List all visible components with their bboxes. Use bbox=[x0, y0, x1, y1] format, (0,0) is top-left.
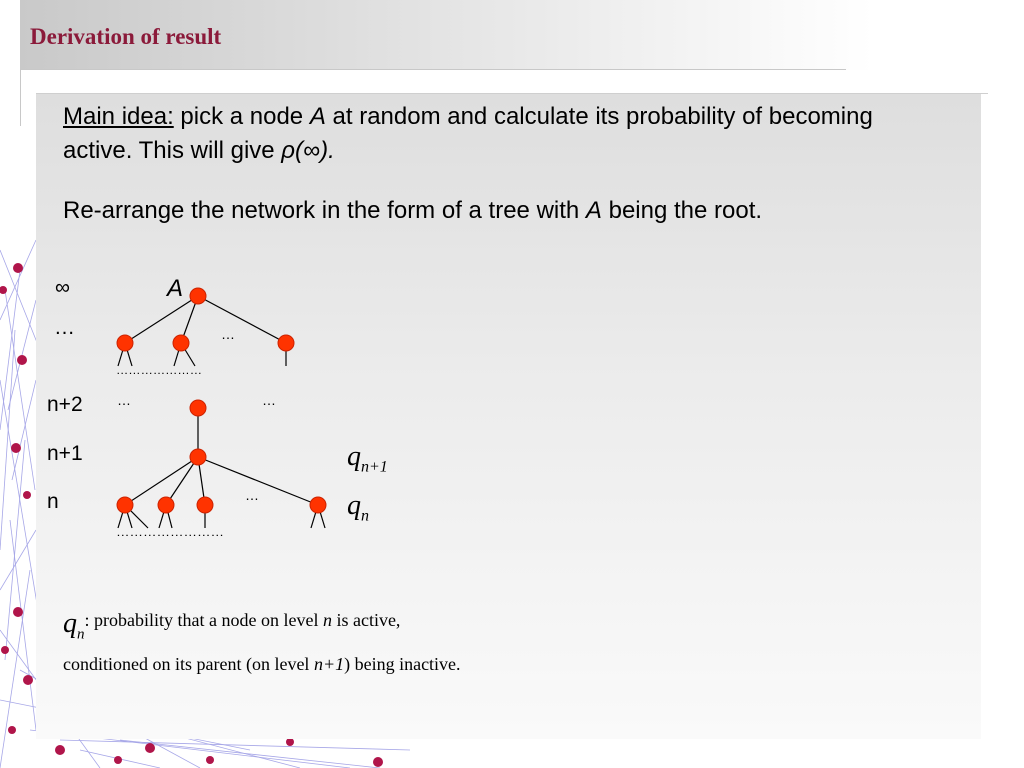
tree-ellipsis-bottom: … bbox=[245, 487, 259, 503]
tree-node-child-2 bbox=[173, 335, 189, 351]
note-n-plus-1: n+1 bbox=[313, 653, 345, 674]
para2-text2: being the root. bbox=[601, 197, 763, 224]
q-n-plus-1-label bbox=[347, 441, 388, 477]
tree-ellipsis-left: … bbox=[117, 392, 131, 408]
tree-node-level-n-plus-1 bbox=[190, 449, 206, 465]
note-text1: : probability that a node on level bbox=[84, 610, 323, 630]
q-n-label bbox=[347, 490, 369, 526]
tree-node-level-n-4 bbox=[310, 497, 326, 513]
main-idea-lead: Main idea: bbox=[63, 103, 174, 130]
root-label-a: A bbox=[167, 275, 184, 302]
definition-note bbox=[63, 600, 483, 682]
tree-node-level-n-3 bbox=[197, 497, 213, 513]
para1-text1: pick a node bbox=[173, 103, 310, 130]
tree-node-level-n-2 bbox=[158, 497, 174, 513]
tree-node-root bbox=[190, 288, 206, 304]
node-a-ref: A bbox=[309, 103, 326, 130]
note-q-symbol: $q_n$ bbox=[63, 608, 85, 643]
tree-node-child-3 bbox=[278, 335, 294, 351]
note-text3: ) being inactive. bbox=[344, 653, 461, 674]
q-subscript-n-plus-1: n+1 bbox=[361, 458, 388, 476]
q-subscript-n: n bbox=[361, 507, 369, 525]
para2-text1: Re-arrange the network in the form of a tree with bbox=[63, 197, 586, 224]
tree-node-level-n-1 bbox=[117, 497, 133, 513]
level-dots: … bbox=[54, 316, 75, 339]
note-n: n bbox=[322, 610, 332, 630]
q-symbol: q bbox=[347, 490, 361, 521]
level-n-plus-2: n+2 bbox=[47, 393, 83, 416]
level-n: n bbox=[47, 490, 59, 513]
level-n-plus-1: n+1 bbox=[47, 442, 83, 465]
node-a-ref-2: A bbox=[585, 197, 602, 224]
rho-expression: ρ(∞). bbox=[281, 137, 335, 164]
tree-dotted-row-bottom: …………………… bbox=[116, 525, 224, 539]
q-symbol: q bbox=[347, 441, 361, 472]
level-infinity: ∞ bbox=[55, 276, 70, 299]
slide-title: Derivation of result bbox=[30, 24, 222, 49]
tree-ellipsis-top: … bbox=[221, 326, 235, 342]
tree-dotted-row-top: ………………… bbox=[116, 363, 202, 377]
note-text2: is active, conditioned on its parent (on level bbox=[63, 610, 401, 674]
para1-text2: at random and calculate its probability of becoming active. This will give bbox=[63, 103, 873, 164]
tree-ellipsis-right: … bbox=[262, 392, 276, 408]
tree-node-child-1 bbox=[117, 335, 133, 351]
tree-node-level-n-plus-2 bbox=[190, 400, 206, 416]
